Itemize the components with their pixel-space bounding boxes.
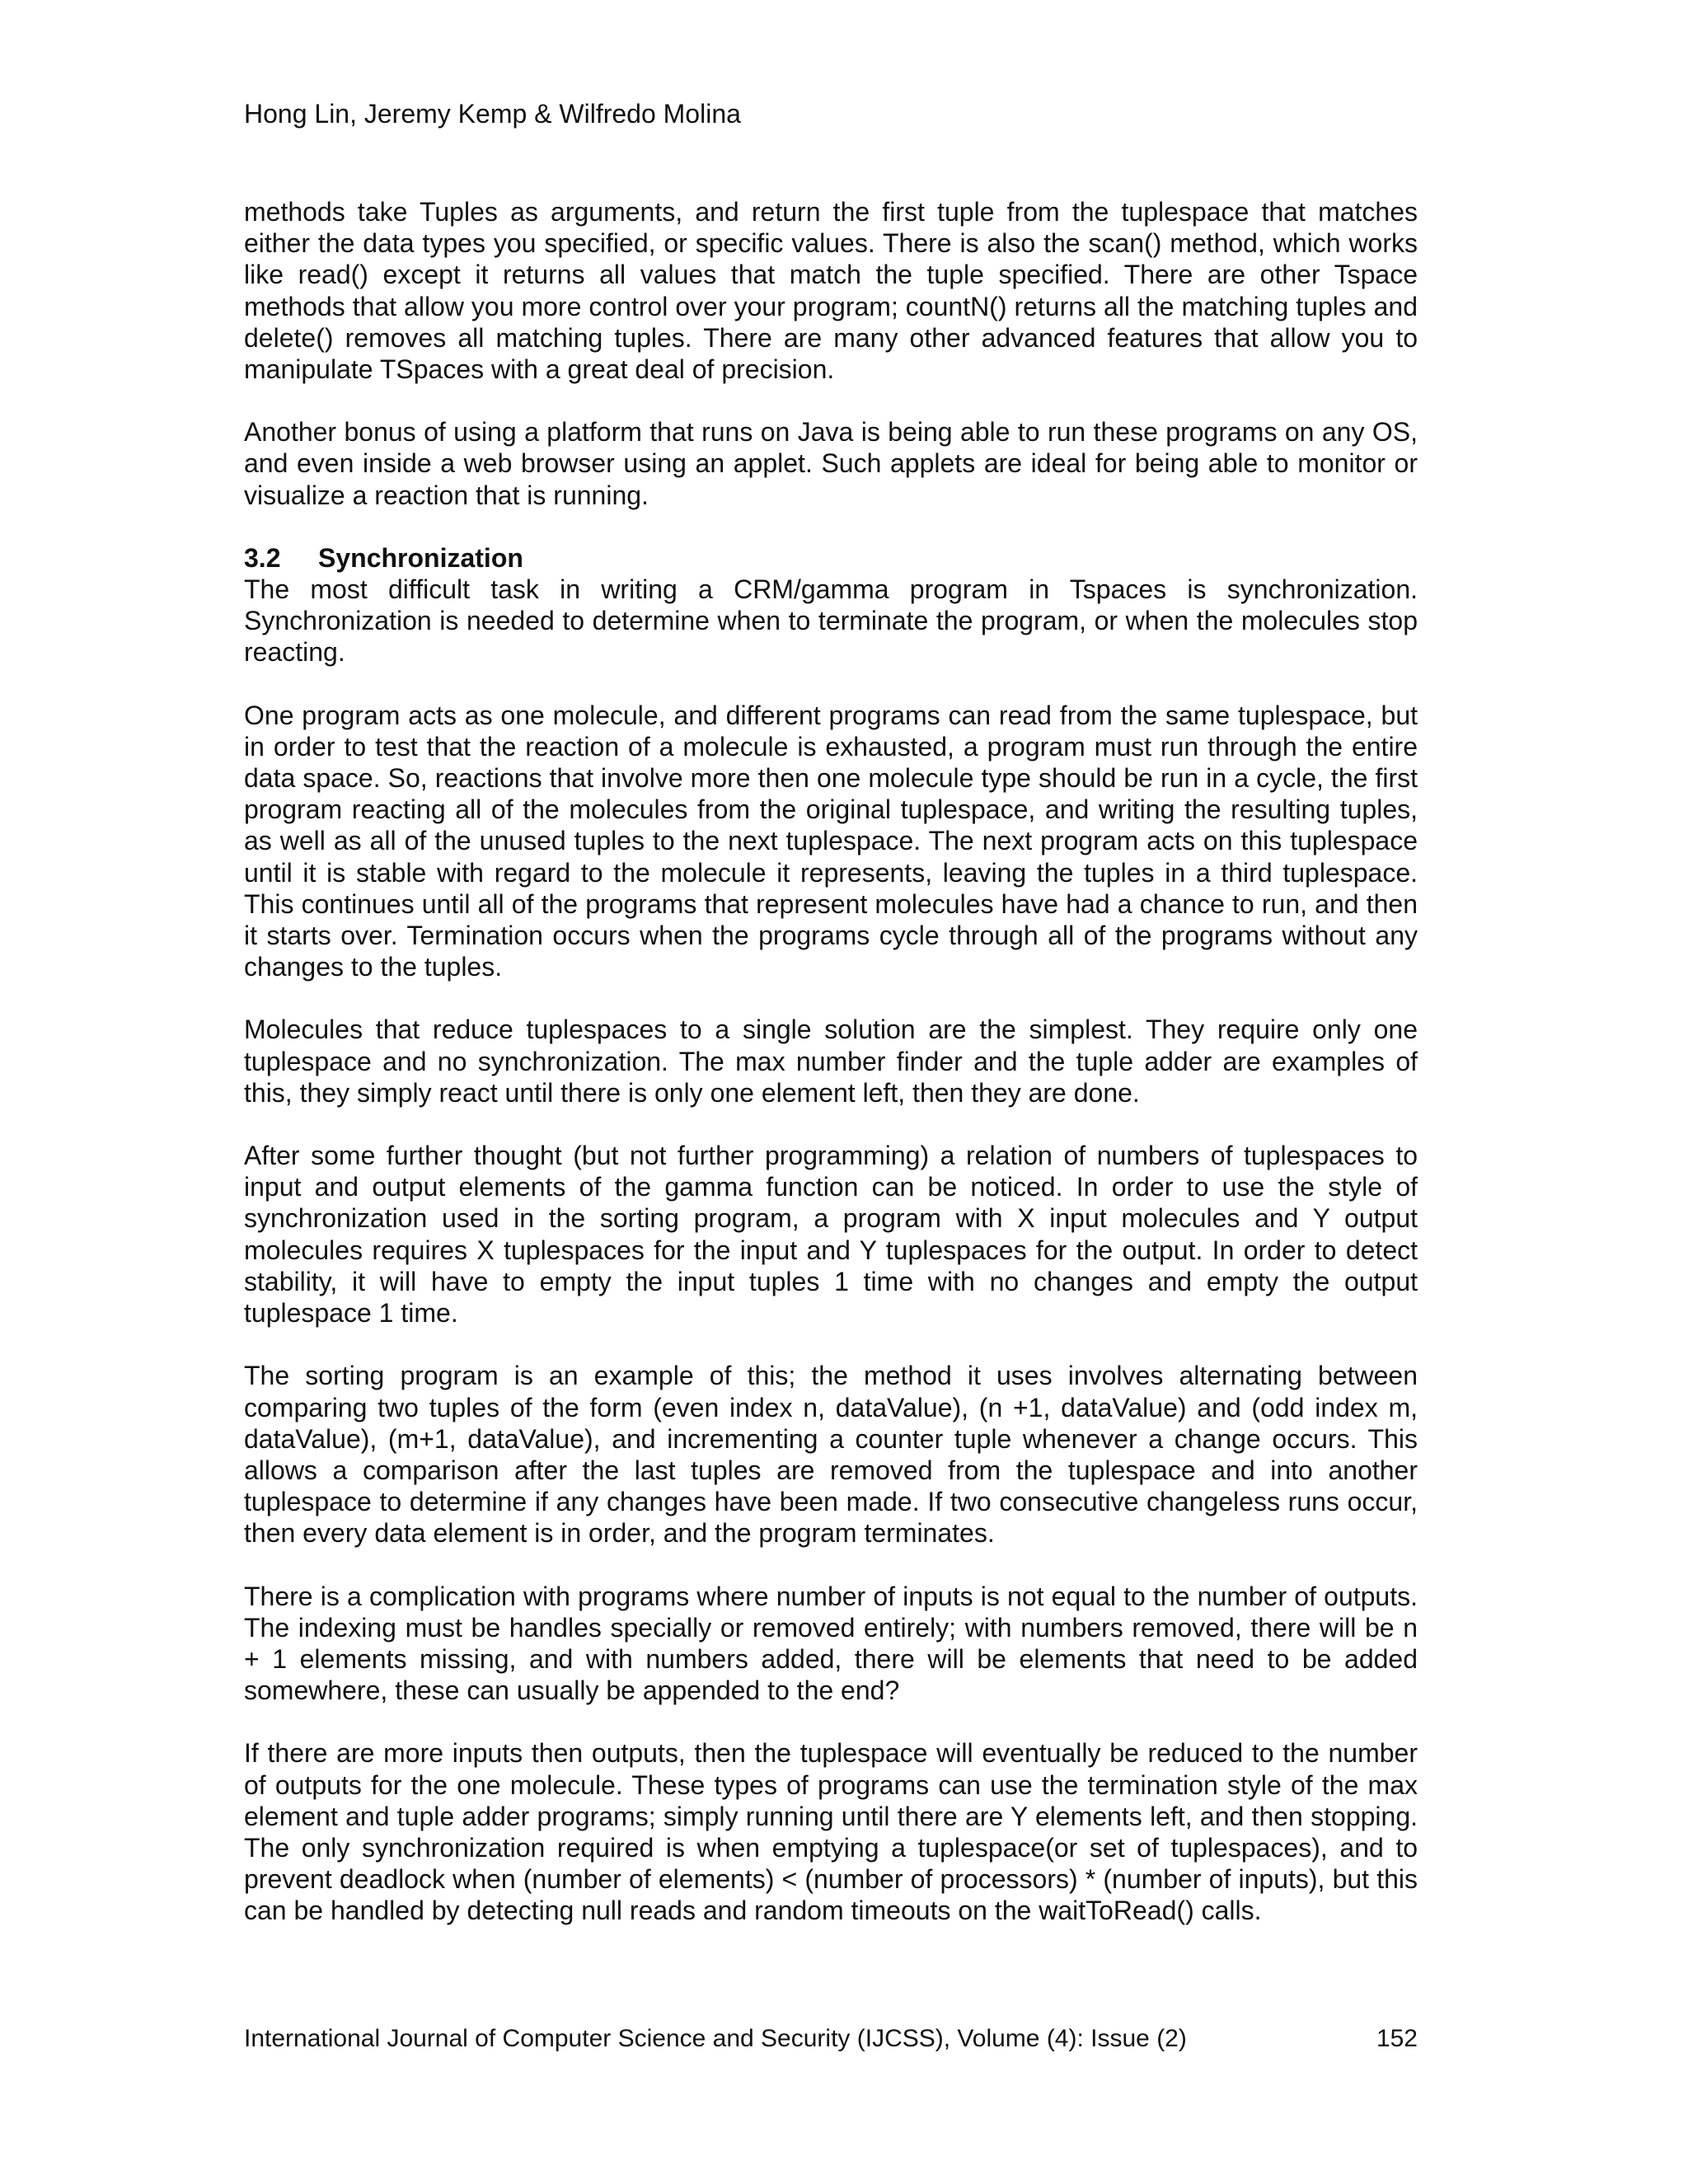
page-footer xyxy=(244,2023,1418,2055)
body-text xyxy=(244,196,1418,1958)
page-number: 152 xyxy=(1376,2025,1418,2052)
paragraph: There is a complication with programs where number of inputs is not equal to the number of outputs. The indexing must be handles specially or removed entirely; with numbers removed, there will be n + 1 elements missing, and with numbers added, there will be elements that need to be added somewhere, these can usually be appended to the end? xyxy=(244,1581,1418,1706)
section-heading xyxy=(244,542,1418,574)
footer-journal-citation: International Journal of Computer Science and Security (IJCSS), Volume (4): Issue (2) xyxy=(244,2025,1187,2052)
section-title: Synchronization xyxy=(318,542,523,573)
paragraph: One program acts as one molecule, and different programs can read from the same tuplespace, but in order to test that the reaction of a molecule is exhausted, a program must run through the entire data space. So, reactions that involve more then one molecule type should be run in a cycle, the first program reacting all of the molecules from the original tuplespace, and writing the resulting tuples, as well as all of the unused tuples to the next tuplespace. The next program acts on this tuplespace until it is stable with regard to the molecule it represents, leaving the tuples in a third tuplespace. This continues until all of the programs that represent molecules have had a chance to run, and then it starts over. Termination occurs when the programs cycle through all of the programs without any changes to the tuples. xyxy=(244,700,1418,982)
paragraph: If there are more inputs then outputs, then the tuplespace will eventually be reduced to the number of outputs for the one molecule. These types of programs can use the termination style of the max element and tuple adder programs; simply running until there are Y elements left, and then stopping. The only synchronization required is when emptying a tuplespace(or set of tuplespaces), and to prevent deadlock when (number of elements) < (number of processors) * (number of inputs), but this can be handled by detecting null reads and random timeouts on the waitToRead() calls. xyxy=(244,1738,1418,1926)
paragraph: The sorting program is an example of this; the method it uses involves alternating between comparing two tuples of the form (even index n, dataValue), (n +1, dataValue) and (odd index m, dataValue), (m+1, dataValue), and incrementing a counter tuple whenever a change occurs. This allows a comparison after the last tuples are removed from the tuplespace and into another tuplespace to determine if any changes have been made. If two consecutive changeless runs occur, then every data element is in order, and the program terminates. xyxy=(244,1361,1418,1549)
running-head-authors: Hong Lin, Jeremy Kemp & Wilfredo Molina xyxy=(244,99,741,129)
paragraph: The most difficult task in writing a CRM/gamma program in Tspaces is synchronization. Synchronization is needed to determine when to terminate the program, or when the molecules stop reacting. xyxy=(244,574,1418,668)
paragraph: After some further thought (but not further programming) a relation of numbers of tuplespaces to input and output elements of the gamma function can be noticed. In order to use the style of synchronization used in the sorting program, a program with X input molecules and Y output molecules requires X tuplespaces for the input and Y tuplespaces for the output. In order to detect stability, it will have to empty the input tuples 1 time with no changes and empty the output tuplespace 1 time. xyxy=(244,1141,1418,1329)
paragraph: Molecules that reduce tuplespaces to a single solution are the simplest. They require only one tuplespace and no synchronization. The max number finder and the tuple adder are examples of this, they simply react until there is only one element left, then they are done. xyxy=(244,1015,1418,1108)
paragraph: methods take Tuples as arguments, and return the first tuple from the tuplespace that matches either the data types you specified, or specific values. There is also the scan() method, which works like read() except it returns all values that match the tuple specified. There are other Tspace methods that allow you more control over your program; countN() returns all the matching tuples and delete() removes all matching tuples. There are many other advanced features that allow you to manipulate TSpaces with a great deal of precision. xyxy=(244,197,1418,385)
section-number: 3.2 xyxy=(244,542,281,573)
paragraph: Another bonus of using a platform that runs on Java is being able to run these programs on any OS, and even inside a web browser using an applet. Such applets are ideal for being able to monitor or visualize a reaction that is running. xyxy=(244,417,1418,510)
